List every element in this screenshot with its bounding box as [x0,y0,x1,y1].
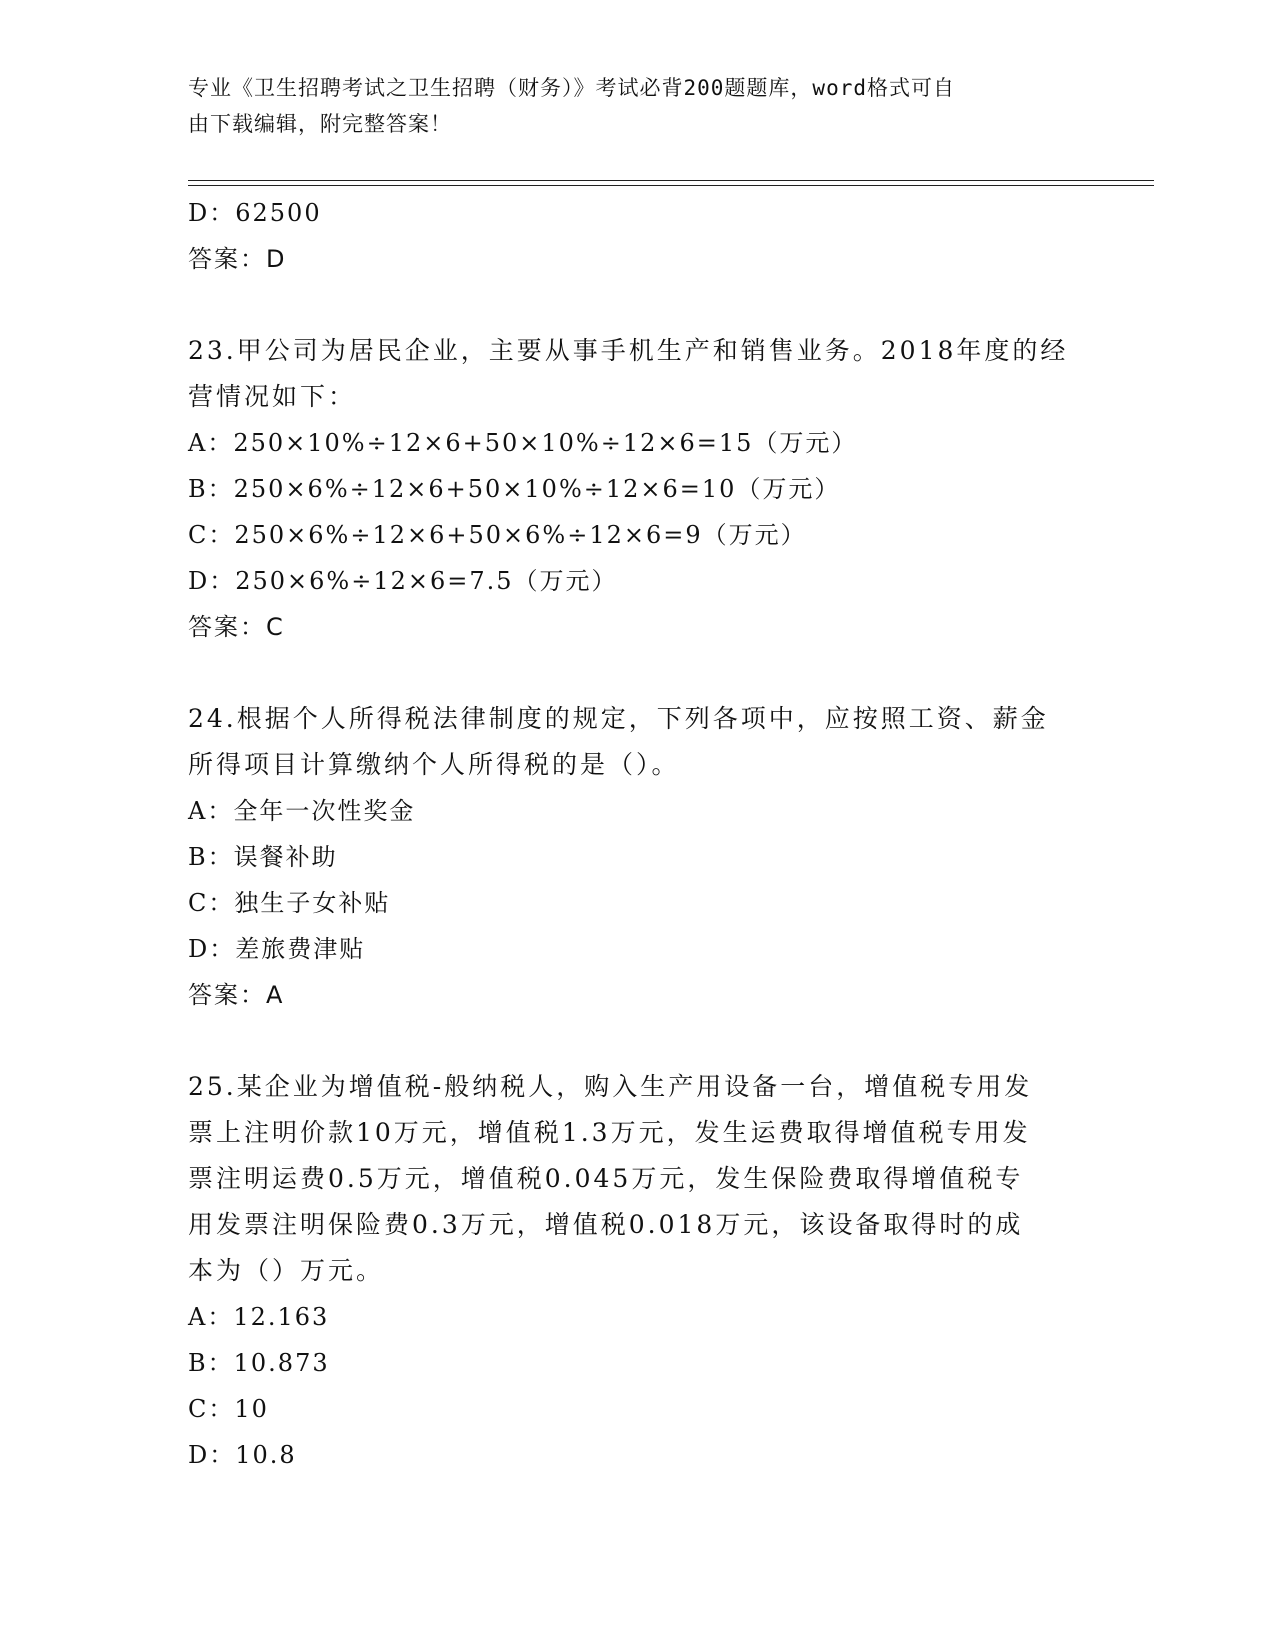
option-c: C：10 [188,1395,269,1423]
option-b: B：误餐补助 [188,843,338,871]
question-text-line: 用发票注明保险费0.3万元，增值税0.018万元，该设备取得时的成 [188,1210,1024,1239]
question-text-line: 所得项目计算缴纳个人所得税的是（）。 [188,750,680,779]
document-body [188,190,1088,1478]
header-divider-top [188,180,1154,181]
question-25 [188,1064,1088,1478]
option-d: D：10.8 [188,1441,297,1469]
question-22-tail [188,190,1088,282]
option-c: C：独生子女补贴 [188,889,391,917]
option-a: A：全年一次性奖金 [188,797,416,825]
header-divider-bottom [188,185,1154,186]
answer-line: 答案：C [188,613,285,641]
header-title-line-2: 由下载编辑，附完整答案！ [188,112,452,136]
answer-line: 答案：A [188,981,285,1009]
option-b: B：250×6%÷12×6+50×10%÷12×6=10（万元） [188,475,841,503]
header-title-line-1: 专业《卫生招聘考试之卫生招聘（财务）》考试必背200题题库，word格式可自 [188,76,955,100]
question-text-line: 本为（）万元。 [188,1256,385,1285]
option-d: D：差旅费津贴 [188,935,366,963]
option-d: D：62500 [188,199,322,227]
document-header [188,70,1068,142]
question-23 [188,328,1088,650]
option-b: B：10.873 [188,1349,330,1377]
answer-line: 答案：D [188,245,287,273]
option-c: C：250×6%÷12×6+50×6%÷12×6=9（万元） [188,521,807,549]
question-24 [188,696,1088,1018]
question-text-line: 票上注明价款10万元，增值税1.3万元，发生运费取得增值税专用发 [188,1118,1031,1147]
question-spacer [188,282,1088,328]
question-spacer [188,650,1088,696]
option-a: A：250×10%÷12×6+50×10%÷12×6=15（万元） [188,429,858,457]
question-spacer [188,1018,1088,1064]
option-a: A：12.163 [188,1303,330,1331]
question-text-line: 25.某企业为增值税-般纳税人，购入生产用设备一台，增值税专用发 [188,1072,1033,1101]
question-text-line: 营情况如下： [188,382,357,411]
question-text-line: 票注明运费0.5万元，增值税0.045万元，发生保险费取得增值税专 [188,1164,1024,1193]
option-d: D：250×6%÷12×6=7.5（万元） [188,567,618,595]
question-text-line: 24.根据个人所得税法律制度的规定，下列各项中，应按照工资、薪金 [188,704,1049,733]
question-text-line: 23.甲公司为居民企业，主要从事手机生产和销售业务。2018年度的经 [188,336,1069,365]
